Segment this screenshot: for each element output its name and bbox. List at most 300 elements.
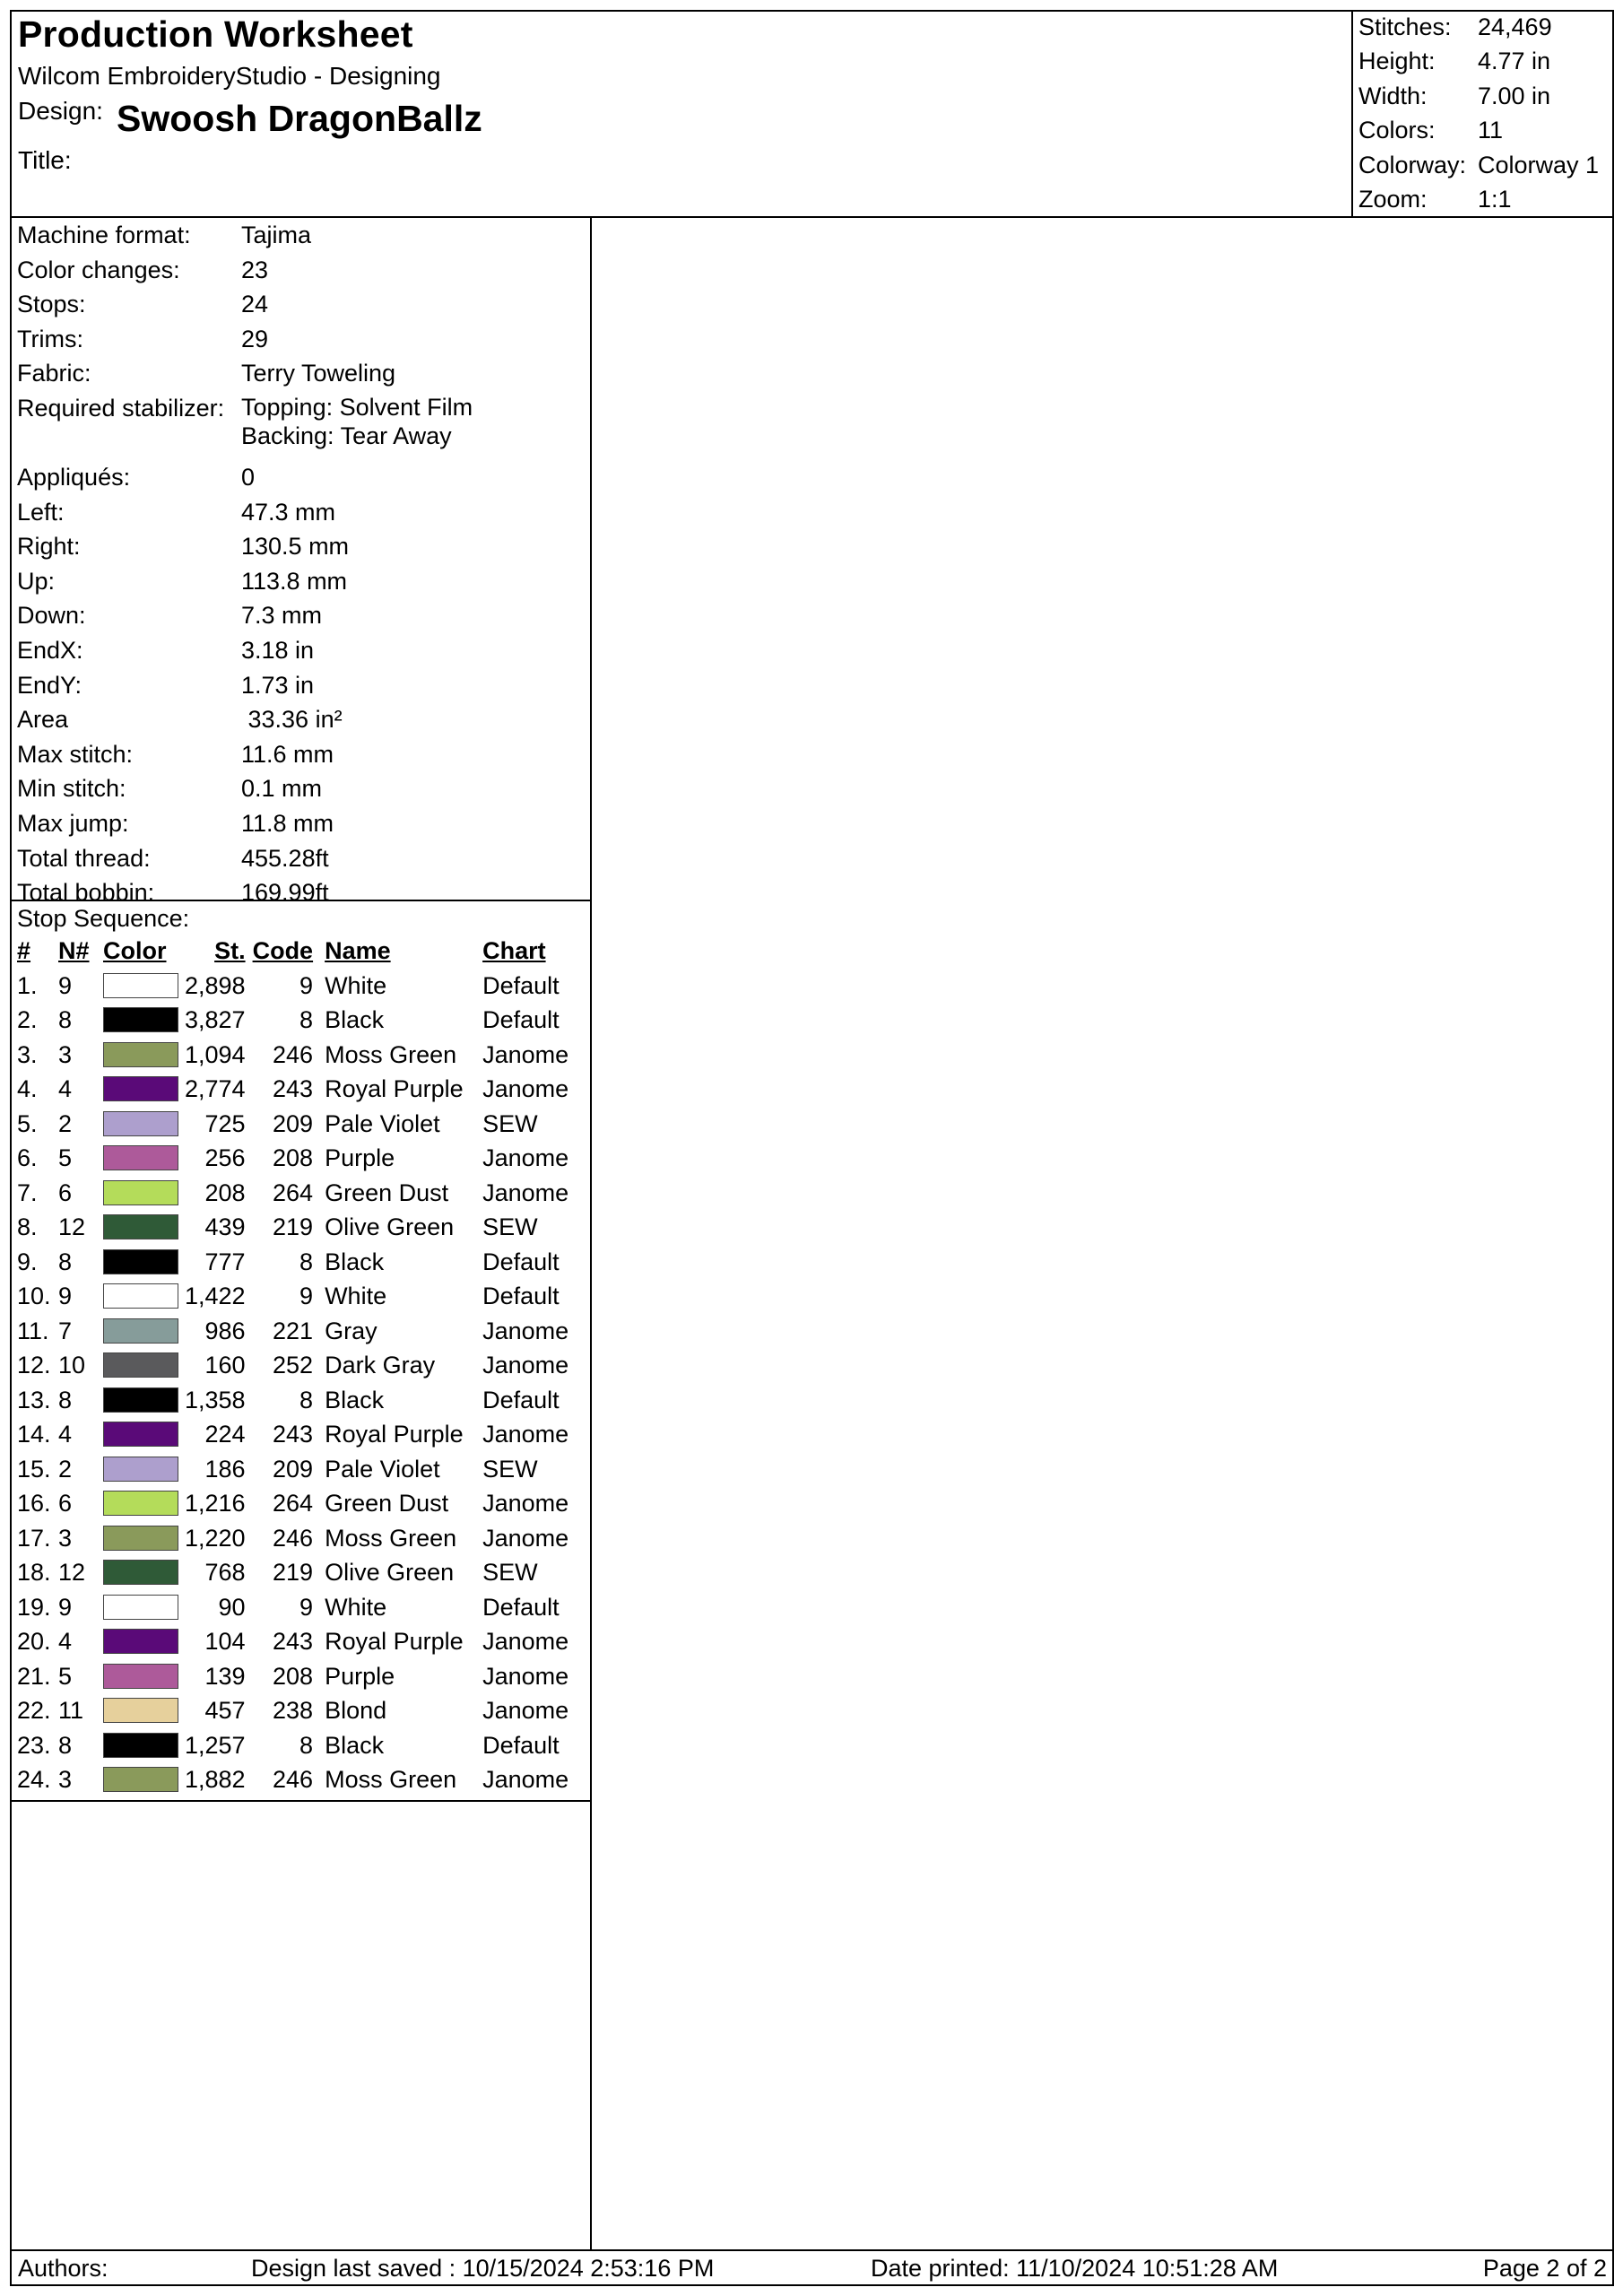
footer-last-saved: Design last saved : 10/15/2024 2:53:16 PM [251, 2255, 715, 2282]
stitch-count: 1,094 [185, 1040, 246, 1068]
stop-row [12, 1141, 590, 1176]
thread-code: 209 [273, 1455, 314, 1483]
needle-number: 4 [58, 1628, 73, 1656]
stop-number: 13. [17, 1386, 51, 1413]
color-swatch-cell [103, 1003, 185, 1038]
prop-trims [12, 324, 590, 359]
prop-label: Max stitch: [17, 740, 134, 768]
thread-name: Purple [325, 1662, 395, 1690]
stat-zoom [1353, 186, 1612, 220]
color-swatch-cell [103, 1072, 185, 1107]
thread-code: 8 [299, 1731, 314, 1759]
col-header-chart: Chart [482, 937, 546, 965]
stitch-count: 256 [204, 1144, 246, 1172]
stop-row [12, 1176, 590, 1211]
stop-row [12, 1072, 590, 1107]
stitch-count: 160 [204, 1352, 246, 1379]
prop-value: 11.8 mm [241, 809, 334, 837]
prop-label: Appliqués: [17, 463, 131, 491]
stat-label: Zoom: [1358, 185, 1428, 213]
stop-number: 1. [17, 971, 38, 999]
thread-color-swatch [103, 1698, 178, 1723]
prop-label: Up: [17, 567, 56, 595]
prop-stops [12, 289, 590, 324]
stitch-count: 3,827 [185, 1006, 246, 1034]
prop-value [241, 393, 473, 462]
stop-number: 17. [17, 1524, 51, 1552]
needle-number: 6 [58, 1178, 73, 1206]
col-header-name: Name [325, 937, 391, 965]
thread-color-swatch [103, 1352, 178, 1378]
color-swatch-cell [103, 1417, 185, 1452]
thread-color-swatch [103, 1457, 178, 1482]
worksheet-header [12, 12, 1612, 218]
thread-chart: Janome [482, 1317, 569, 1344]
prop-endy [12, 670, 590, 705]
prop-value: Terry Toweling [241, 360, 396, 387]
thread-name: Royal Purple [325, 1628, 464, 1656]
prop-up [12, 566, 590, 601]
stop-row [12, 1279, 590, 1314]
prop-value: 113.8 mm [241, 567, 348, 595]
thread-name: Pale Violet [325, 1455, 440, 1483]
thread-code: 9 [299, 971, 314, 999]
thread-name: Green Dust [325, 1490, 449, 1518]
thread-name: Black [325, 1006, 385, 1034]
stop-number: 23. [17, 1731, 51, 1759]
thread-chart: Default [482, 1248, 560, 1275]
color-swatch-cell [103, 1590, 185, 1625]
color-swatch-cell [103, 1348, 185, 1383]
prop-value: 33.36 in² [241, 706, 343, 734]
stop-row [12, 1038, 590, 1073]
thread-name: Dark Gray [325, 1352, 436, 1379]
needle-number: 9 [58, 971, 73, 999]
thread-color-swatch [103, 1422, 178, 1447]
prop-color-changes [12, 255, 590, 290]
thread-color-swatch [103, 1214, 178, 1239]
prop-label: Right: [17, 533, 81, 561]
stitch-count: 1,422 [185, 1283, 246, 1310]
prop-max-jump [12, 808, 590, 843]
stop-number: 21. [17, 1662, 51, 1690]
prop-label: Total bobbin: [17, 879, 155, 907]
thread-name: Black [325, 1386, 385, 1413]
thread-chart: Default [482, 1283, 560, 1310]
prop-value: 130.5 mm [241, 533, 350, 561]
thread-chart: Janome [482, 1421, 569, 1448]
stop-number: 18. [17, 1559, 51, 1587]
prop-label: Machine format: [17, 222, 191, 248]
thread-name: Moss Green [325, 1040, 457, 1068]
color-swatch-cell [103, 1038, 185, 1073]
stitch-count: 1,358 [185, 1386, 246, 1413]
needle-number: 12 [58, 1213, 86, 1241]
thread-color-swatch [103, 1042, 178, 1067]
stat-value: 4.77 in [1478, 48, 1551, 75]
prop-value: 0 [241, 463, 256, 491]
thread-name: Blond [325, 1697, 387, 1725]
stop-number: 2. [17, 1006, 38, 1034]
thread-chart: SEW [482, 1559, 538, 1587]
prop-label: Fabric: [17, 360, 91, 387]
prop-min-stitch [12, 773, 590, 808]
thread-code: 246 [273, 1766, 314, 1794]
thread-color-swatch [103, 1387, 178, 1413]
needle-number: 7 [58, 1317, 73, 1344]
thread-name: Moss Green [325, 1524, 457, 1552]
thread-color-swatch [103, 1145, 178, 1170]
prop-value: 3.18 in [241, 636, 315, 664]
stop-number: 10. [17, 1283, 51, 1310]
color-swatch-cell [103, 1486, 185, 1521]
thread-name: Green Dust [325, 1178, 449, 1206]
stop-row [12, 1728, 590, 1763]
stop-number: 19. [17, 1593, 51, 1621]
prop-stabilizer [12, 393, 590, 462]
stat-value: 11 [1478, 117, 1504, 144]
stitch-count: 1,257 [185, 1731, 246, 1759]
prop-value: 1.73 in [241, 671, 315, 699]
color-swatch-cell [103, 969, 185, 1004]
needle-number: 6 [58, 1490, 73, 1518]
stop-row [12, 1348, 590, 1383]
prop-label: Down: [17, 602, 86, 630]
stitch-count: 986 [204, 1317, 246, 1344]
stitch-count: 457 [204, 1697, 246, 1725]
stop-row [12, 1107, 590, 1142]
needle-number: 9 [58, 1283, 73, 1310]
thread-chart: SEW [482, 1213, 538, 1241]
prop-value: 0.1 mm [241, 775, 323, 803]
needle-number: 4 [58, 1075, 73, 1103]
stop-number: 9. [17, 1248, 38, 1275]
color-swatch-cell [103, 1728, 185, 1763]
design-name: Swoosh DragonBallz [117, 98, 482, 139]
thread-code: 252 [273, 1352, 314, 1379]
thread-code: 243 [273, 1628, 314, 1656]
needle-number: 2 [58, 1109, 73, 1137]
stop-row [12, 1417, 590, 1452]
thread-code: 264 [273, 1490, 314, 1518]
thread-code: 219 [273, 1559, 314, 1587]
stat-label: Height: [1358, 48, 1436, 75]
stop-row [12, 1452, 590, 1487]
thread-name: Black [325, 1731, 385, 1759]
design-properties [12, 218, 590, 907]
prop-max-stitch [12, 739, 590, 774]
stop-row [12, 1003, 590, 1038]
color-swatch-cell [103, 1452, 185, 1487]
thread-code: 219 [273, 1213, 314, 1241]
col-header-color: Color [103, 937, 167, 965]
thread-code: 9 [299, 1593, 314, 1621]
thread-chart: SEW [482, 1109, 538, 1137]
thread-chart: SEW [482, 1455, 538, 1483]
stop-row [12, 1245, 590, 1280]
prop-label: Max jump: [17, 809, 129, 837]
stop-number: 8. [17, 1213, 38, 1241]
thread-code: 208 [273, 1144, 314, 1172]
prop-label: Min stitch: [17, 775, 126, 803]
prop-value: 169.99ft [241, 879, 329, 907]
thread-name: White [325, 971, 387, 999]
stat-label: Colorway: [1358, 151, 1467, 178]
needle-number: 2 [58, 1455, 73, 1483]
stop-row [12, 1762, 590, 1797]
thread-chart: Janome [482, 1040, 569, 1068]
thread-name: Pale Violet [325, 1109, 440, 1137]
col-header-code: Code [252, 937, 314, 965]
stabilizer-backing: Backing: Tear Away [241, 422, 452, 449]
stitch-count: 2,898 [185, 971, 246, 999]
color-swatch-cell [103, 1210, 185, 1245]
thread-chart: Janome [482, 1490, 569, 1518]
thread-code: 8 [299, 1248, 314, 1275]
prop-value: 24 [241, 291, 269, 318]
thread-code: 209 [273, 1109, 314, 1137]
stitch-count: 768 [204, 1559, 246, 1587]
prop-left [12, 497, 590, 532]
needle-number: 4 [58, 1421, 73, 1448]
thread-code: 264 [273, 1178, 314, 1206]
needle-number: 12 [58, 1559, 86, 1587]
col-header-stitches: St. [214, 937, 246, 965]
thread-name: White [325, 1283, 387, 1310]
stitch-count: 777 [204, 1248, 246, 1275]
prop-value: 455.28ft [241, 844, 329, 872]
prop-label: Required stabilizer: [17, 394, 225, 422]
stat-height [1353, 48, 1612, 82]
color-swatch-cell [103, 1624, 185, 1659]
thread-chart: Janome [482, 1352, 569, 1379]
stop-number: 4. [17, 1075, 38, 1103]
details-column [12, 218, 592, 2249]
thread-color-swatch [103, 1076, 178, 1101]
prop-label: Stops: [17, 291, 86, 318]
stop-row [12, 1383, 590, 1418]
thread-chart: Janome [482, 1766, 569, 1794]
thread-name: Black [325, 1248, 385, 1275]
needle-number: 8 [58, 1386, 73, 1413]
prop-area [12, 704, 590, 739]
thread-name: White [325, 1593, 387, 1621]
thread-chart: Default [482, 1386, 560, 1413]
stop-number: 15. [17, 1455, 51, 1483]
thread-chart: Janome [482, 1697, 569, 1725]
thread-code: 8 [299, 1386, 314, 1413]
col-header-num: # [17, 937, 31, 965]
stitch-count: 1,216 [185, 1490, 246, 1518]
needle-number: 8 [58, 1731, 73, 1759]
footer-page-number: Page 2 of 2 [1482, 2255, 1607, 2282]
stop-row [12, 1521, 590, 1556]
stop-row [12, 1624, 590, 1659]
color-swatch-cell [103, 1107, 185, 1142]
thread-chart: Default [482, 1006, 560, 1034]
thread-chart: Janome [482, 1524, 569, 1552]
stop-number: 24. [17, 1766, 51, 1794]
thread-code: 8 [299, 1006, 314, 1034]
thread-code: 243 [273, 1421, 314, 1448]
needle-number: 3 [58, 1040, 73, 1068]
color-swatch-cell [103, 1762, 185, 1797]
stop-number: 7. [17, 1178, 38, 1206]
color-swatch-cell [103, 1245, 185, 1280]
thread-chart: Default [482, 1731, 560, 1759]
title-label: Title: [18, 146, 72, 174]
stat-stitches [1353, 13, 1612, 48]
footer-date-printed: Date printed: 11/10/2024 10:51:28 AM [871, 2255, 1279, 2282]
thread-code: 208 [273, 1662, 314, 1690]
stop-row [12, 1555, 590, 1590]
needle-number: 5 [58, 1662, 73, 1690]
stitch-count: 2,774 [185, 1075, 246, 1103]
stop-row [12, 1210, 590, 1245]
thread-chart: Default [482, 971, 560, 999]
stitch-count: 104 [204, 1628, 246, 1656]
prop-right [12, 531, 590, 566]
prop-appliques [12, 462, 590, 497]
stat-value: Colorway 1 [1478, 151, 1600, 178]
color-swatch-cell [103, 1693, 185, 1728]
stat-value: 7.00 in [1478, 82, 1551, 109]
thread-color-swatch [103, 1283, 178, 1309]
thread-color-swatch [103, 1111, 178, 1136]
needle-number: 5 [58, 1144, 73, 1172]
thread-code: 9 [299, 1283, 314, 1310]
thread-color-swatch [103, 1629, 178, 1654]
stop-row [12, 1314, 590, 1349]
color-swatch-cell [103, 1314, 185, 1349]
thread-name: Royal Purple [325, 1075, 464, 1103]
needle-number: 9 [58, 1593, 73, 1621]
stat-label: Stitches: [1358, 13, 1452, 40]
prop-machine-format [12, 220, 590, 255]
thread-name: Moss Green [325, 1766, 457, 1794]
thread-color-swatch [103, 1526, 178, 1551]
thread-code: 238 [273, 1697, 314, 1725]
prop-value: 23 [241, 256, 269, 283]
prop-value: 11.6 mm [241, 740, 334, 768]
stat-colorway [1353, 152, 1612, 186]
thread-color-swatch [103, 1733, 178, 1758]
prop-label: Area [17, 706, 69, 734]
stop-number: 14. [17, 1421, 51, 1448]
thread-chart: Janome [482, 1075, 569, 1103]
color-swatch-cell [103, 1141, 185, 1176]
worksheet-footer [12, 2249, 1612, 2284]
thread-code: 243 [273, 1075, 314, 1103]
design-stats-panel [1351, 12, 1612, 218]
stitch-count: 186 [204, 1455, 246, 1483]
color-swatch-cell [103, 1279, 185, 1314]
prop-label: Color changes: [17, 256, 180, 283]
stitch-count: 224 [204, 1421, 246, 1448]
stat-value: 24,469 [1478, 13, 1552, 40]
stop-sequence-title: Stop Sequence: [17, 905, 190, 932]
thread-chart: Janome [482, 1628, 569, 1656]
stabilizer-topping: Topping: Solvent Film [241, 393, 473, 421]
footer-authors: Authors: [18, 2255, 108, 2282]
thread-code: 246 [273, 1040, 314, 1068]
color-swatch-cell [103, 1521, 185, 1556]
stop-number: 20. [17, 1628, 51, 1656]
stop-number: 5. [17, 1109, 38, 1137]
worksheet-page [10, 10, 1614, 2286]
prop-value: 29 [241, 325, 269, 352]
stat-label: Width: [1358, 82, 1428, 109]
prop-label: Trims: [17, 325, 83, 352]
thread-chart: Default [482, 1593, 560, 1621]
app-subtitle: Wilcom EmbroideryStudio - Designing [18, 62, 441, 90]
color-swatch-cell [103, 1176, 185, 1211]
stitch-count: 439 [204, 1213, 246, 1241]
thread-name: Royal Purple [325, 1421, 464, 1448]
needle-number: 8 [58, 1248, 73, 1275]
stop-number: 11. [17, 1317, 49, 1344]
stat-value: 1:1 [1478, 185, 1512, 213]
thread-color-swatch [103, 1767, 178, 1792]
stitch-count: 90 [218, 1593, 246, 1621]
stop-number: 16. [17, 1490, 51, 1518]
thread-color-swatch [103, 1007, 178, 1032]
thread-color-swatch [103, 1180, 178, 1205]
prop-endx [12, 635, 590, 670]
stop-sequence-table [12, 934, 590, 1797]
thread-color-swatch [103, 1664, 178, 1689]
thread-code: 246 [273, 1524, 314, 1552]
color-swatch-cell [103, 1555, 185, 1590]
stop-number: 22. [17, 1697, 51, 1725]
stat-colors [1353, 117, 1612, 151]
needle-number: 10 [58, 1352, 86, 1379]
stop-row [12, 969, 590, 1004]
thread-chart: Janome [482, 1144, 569, 1172]
needle-number: 8 [58, 1006, 73, 1034]
prop-value: 7.3 mm [241, 602, 323, 630]
thread-color-swatch [103, 1560, 178, 1585]
prop-label: EndY: [17, 671, 82, 699]
thread-name: Purple [325, 1144, 395, 1172]
stop-number: 12. [17, 1352, 51, 1379]
stop-number: 3. [17, 1040, 38, 1068]
thread-code: 221 [273, 1317, 314, 1344]
needle-number: 3 [58, 1766, 73, 1794]
prop-value: 47.3 mm [241, 498, 336, 526]
thread-chart: Janome [482, 1178, 569, 1206]
thread-color-swatch [103, 1491, 178, 1516]
color-swatch-cell [103, 1659, 185, 1694]
stop-table-body [12, 969, 590, 1797]
stat-label: Colors: [1358, 117, 1436, 144]
stop-table-header [12, 934, 590, 969]
prop-label: Left: [17, 498, 65, 526]
thread-name: Gray [325, 1317, 378, 1344]
needle-number: 3 [58, 1524, 73, 1552]
page-title: Production Worksheet [18, 13, 413, 55]
stop-number: 6. [17, 1144, 38, 1172]
prop-fabric [12, 358, 590, 393]
thread-name: Olive Green [325, 1213, 455, 1241]
stitch-count: 725 [204, 1109, 246, 1137]
stitch-count: 1,220 [185, 1524, 246, 1552]
prop-value: Tajima [241, 222, 312, 248]
thread-color-swatch [103, 1318, 178, 1344]
stop-row [12, 1486, 590, 1521]
stat-width [1353, 83, 1612, 117]
stop-sequence-section [12, 901, 590, 1802]
